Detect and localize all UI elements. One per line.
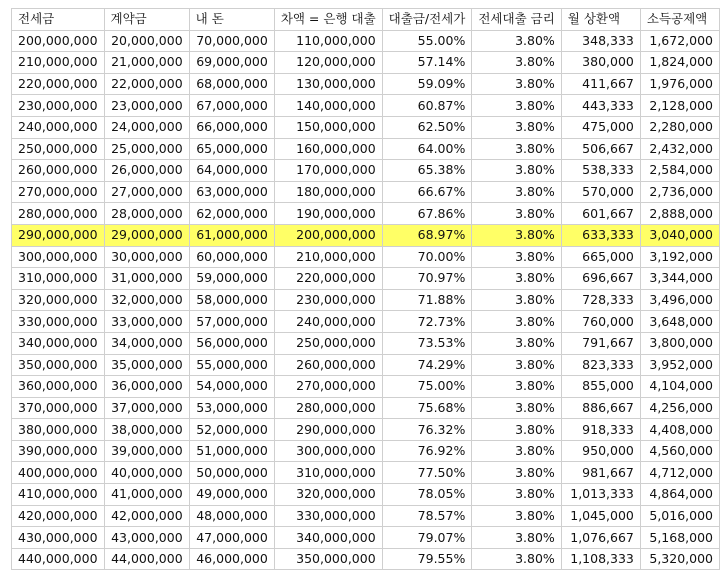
cell-bank-loan[interactable]: 240,000,000 [274,311,382,333]
cell-monthly-payment[interactable]: 1,076,667 [561,527,640,549]
header-cell-interest-rate[interactable]: 전세대출 금리 [472,9,561,31]
table-row [12,505,720,527]
cell-own-money[interactable]: 66,000,000 [189,116,274,138]
cell-loan-ratio[interactable]: 68.97% [382,224,472,246]
cell-jeonse-deposit[interactable]: 430,000,000 [12,527,105,549]
cell-loan-ratio[interactable]: 67.86% [382,203,472,225]
table-row [12,224,720,246]
cell-interest-rate[interactable]: 3.80% [472,52,561,74]
table-row [12,73,720,95]
cell-contract-deposit[interactable]: 36,000,000 [104,376,189,398]
cell-own-money[interactable]: 49,000,000 [189,484,274,506]
table-row [12,203,720,225]
cell-tax-deduction[interactable]: 4,560,000 [640,440,719,462]
cell-own-money[interactable]: 53,000,000 [189,397,274,419]
cell-contract-deposit[interactable]: 22,000,000 [104,73,189,95]
cell-loan-ratio[interactable]: 79.07% [382,527,472,549]
cell-contract-deposit[interactable]: 26,000,000 [104,160,189,182]
cell-bank-loan[interactable]: 230,000,000 [274,289,382,311]
cell-jeonse-deposit[interactable]: 410,000,000 [12,484,105,506]
cell-loan-ratio[interactable]: 72.73% [382,311,472,333]
cell-jeonse-deposit[interactable]: 260,000,000 [12,160,105,182]
cell-monthly-payment[interactable]: 1,108,333 [561,548,640,570]
cell-jeonse-deposit[interactable]: 280,000,000 [12,203,105,225]
cell-contract-deposit[interactable]: 39,000,000 [104,440,189,462]
header-cell-contract-deposit[interactable]: 계약금 [104,9,189,31]
table-row [12,30,720,52]
cell-tax-deduction[interactable]: 4,408,000 [640,419,719,441]
header-row [12,9,720,31]
cell-interest-rate[interactable]: 3.80% [472,419,561,441]
cell-bank-loan[interactable]: 290,000,000 [274,419,382,441]
cell-tax-deduction[interactable]: 2,888,000 [640,203,719,225]
cell-tax-deduction[interactable]: 4,864,000 [640,484,719,506]
cell-interest-rate[interactable]: 3.80% [472,505,561,527]
cell-loan-ratio[interactable]: 75.68% [382,397,472,419]
cell-interest-rate[interactable]: 3.80% [472,527,561,549]
cell-contract-deposit[interactable]: 44,000,000 [104,548,189,570]
cell-monthly-payment[interactable]: 348,333 [561,30,640,52]
cell-own-money[interactable]: 47,000,000 [189,527,274,549]
table-row [12,116,720,138]
cell-own-money[interactable]: 69,000,000 [189,52,274,74]
table-row [12,95,720,117]
cell-tax-deduction[interactable]: 1,672,000 [640,30,719,52]
cell-tax-deduction[interactable]: 5,168,000 [640,527,719,549]
cell-monthly-payment[interactable]: 981,667 [561,462,640,484]
table-row [12,268,720,290]
cell-own-money[interactable]: 57,000,000 [189,311,274,333]
cell-contract-deposit[interactable]: 34,000,000 [104,332,189,354]
cell-own-money[interactable]: 67,000,000 [189,95,274,117]
cell-contract-deposit[interactable]: 40,000,000 [104,462,189,484]
cell-bank-loan[interactable]: 140,000,000 [274,95,382,117]
cell-jeonse-deposit[interactable]: 440,000,000 [12,548,105,570]
cell-jeonse-deposit[interactable]: 340,000,000 [12,332,105,354]
cell-contract-deposit[interactable]: 24,000,000 [104,116,189,138]
cell-tax-deduction[interactable]: 3,800,000 [640,332,719,354]
table-row [12,397,720,419]
cell-bank-loan[interactable]: 130,000,000 [274,73,382,95]
table-row [12,548,720,570]
cell-contract-deposit[interactable]: 32,000,000 [104,289,189,311]
cell-loan-ratio[interactable]: 76.32% [382,419,472,441]
cell-loan-ratio[interactable]: 57.14% [382,52,472,74]
cell-loan-ratio[interactable]: 73.53% [382,332,472,354]
cell-jeonse-deposit[interactable]: 370,000,000 [12,397,105,419]
cell-bank-loan[interactable]: 280,000,000 [274,397,382,419]
cell-interest-rate[interactable]: 3.80% [472,160,561,182]
cell-loan-ratio[interactable]: 71.88% [382,289,472,311]
cell-interest-rate[interactable]: 3.80% [472,354,561,376]
cell-monthly-payment[interactable]: 380,000 [561,52,640,74]
table-row [12,52,720,74]
cell-monthly-payment[interactable]: 506,667 [561,138,640,160]
header-cell-own-money[interactable]: 내 돈 [189,9,274,31]
cell-contract-deposit[interactable]: 31,000,000 [104,268,189,290]
cell-monthly-payment[interactable]: 570,000 [561,181,640,203]
cell-bank-loan[interactable]: 350,000,000 [274,548,382,570]
cell-bank-loan[interactable]: 160,000,000 [274,138,382,160]
spreadsheet-table [11,8,720,570]
cell-contract-deposit[interactable]: 23,000,000 [104,95,189,117]
cell-contract-deposit[interactable]: 30,000,000 [104,246,189,268]
cell-own-money[interactable]: 70,000,000 [189,30,274,52]
cell-loan-ratio[interactable]: 59.09% [382,73,472,95]
cell-loan-ratio[interactable]: 79.55% [382,548,472,570]
cell-own-money[interactable]: 46,000,000 [189,548,274,570]
cell-monthly-payment[interactable]: 1,045,000 [561,505,640,527]
cell-loan-ratio[interactable]: 76.92% [382,440,472,462]
cell-contract-deposit[interactable]: 28,000,000 [104,203,189,225]
cell-interest-rate[interactable]: 3.80% [472,203,561,225]
cell-loan-ratio[interactable]: 74.29% [382,354,472,376]
cell-monthly-payment[interactable]: 633,333 [561,224,640,246]
cell-jeonse-deposit[interactable]: 290,000,000 [12,224,105,246]
cell-jeonse-deposit[interactable]: 420,000,000 [12,505,105,527]
cell-contract-deposit[interactable]: 25,000,000 [104,138,189,160]
cell-contract-deposit[interactable]: 29,000,000 [104,224,189,246]
cell-contract-deposit[interactable]: 38,000,000 [104,419,189,441]
cell-jeonse-deposit[interactable]: 250,000,000 [12,138,105,160]
cell-bank-loan[interactable]: 210,000,000 [274,246,382,268]
cell-monthly-payment[interactable]: 665,000 [561,246,640,268]
cell-interest-rate[interactable]: 3.80% [472,462,561,484]
cell-own-money[interactable]: 50,000,000 [189,462,274,484]
cell-tax-deduction[interactable]: 1,824,000 [640,52,719,74]
cell-tax-deduction[interactable]: 4,712,000 [640,462,719,484]
table-row [12,181,720,203]
cell-contract-deposit[interactable]: 21,000,000 [104,52,189,74]
cell-tax-deduction[interactable]: 5,016,000 [640,505,719,527]
cell-interest-rate[interactable]: 3.80% [472,311,561,333]
cell-interest-rate[interactable]: 3.80% [472,332,561,354]
cell-interest-rate[interactable]: 3.80% [472,224,561,246]
cell-interest-rate[interactable]: 3.80% [472,397,561,419]
table-row [12,160,720,182]
cell-loan-ratio[interactable]: 78.57% [382,505,472,527]
cell-bank-loan[interactable]: 300,000,000 [274,440,382,462]
cell-interest-rate[interactable]: 3.80% [472,548,561,570]
cell-jeonse-deposit[interactable]: 200,000,000 [12,30,105,52]
cell-contract-deposit[interactable]: 20,000,000 [104,30,189,52]
cell-interest-rate[interactable]: 3.80% [472,268,561,290]
cell-interest-rate[interactable]: 3.80% [472,181,561,203]
cell-monthly-payment[interactable]: 538,333 [561,160,640,182]
cell-loan-ratio[interactable]: 64.00% [382,138,472,160]
cell-bank-loan[interactable]: 340,000,000 [274,527,382,549]
cell-loan-ratio[interactable]: 75.00% [382,376,472,398]
cell-tax-deduction[interactable]: 5,320,000 [640,548,719,570]
table-row [12,440,720,462]
cell-loan-ratio[interactable]: 70.97% [382,268,472,290]
cell-jeonse-deposit[interactable]: 240,000,000 [12,116,105,138]
cell-own-money[interactable]: 62,000,000 [189,203,274,225]
cell-tax-deduction[interactable]: 3,344,000 [640,268,719,290]
cell-interest-rate[interactable]: 3.80% [472,30,561,52]
cell-monthly-payment[interactable]: 855,000 [561,376,640,398]
table-row [12,376,720,398]
table-row [12,138,720,160]
cell-monthly-payment[interactable]: 728,333 [561,289,640,311]
table-row [12,484,720,506]
cell-interest-rate[interactable]: 3.80% [472,440,561,462]
cell-tax-deduction[interactable]: 3,496,000 [640,289,719,311]
cell-contract-deposit[interactable]: 42,000,000 [104,505,189,527]
cell-jeonse-deposit[interactable]: 330,000,000 [12,311,105,333]
cell-loan-ratio[interactable]: 60.87% [382,95,472,117]
cell-monthly-payment[interactable]: 443,333 [561,95,640,117]
cell-tax-deduction[interactable]: 3,192,000 [640,246,719,268]
cell-own-money[interactable]: 52,000,000 [189,419,274,441]
cell-interest-rate[interactable]: 3.80% [472,289,561,311]
cell-monthly-payment[interactable]: 760,000 [561,311,640,333]
data-rows [12,30,720,570]
cell-monthly-payment[interactable]: 696,667 [561,268,640,290]
cell-bank-loan[interactable]: 220,000,000 [274,268,382,290]
cell-jeonse-deposit[interactable]: 380,000,000 [12,419,105,441]
cell-own-money[interactable]: 68,000,000 [189,73,274,95]
cell-own-money[interactable]: 56,000,000 [189,332,274,354]
cell-loan-ratio[interactable]: 65.38% [382,160,472,182]
cell-bank-loan[interactable]: 190,000,000 [274,203,382,225]
table-row [12,419,720,441]
cell-interest-rate[interactable]: 3.80% [472,73,561,95]
cell-bank-loan[interactable]: 330,000,000 [274,505,382,527]
header-cell-loan-ratio[interactable]: 대출금/전세가 [382,9,472,31]
header-cell-bank-loan[interactable]: 차액 = 은행 대출 [274,9,382,31]
cell-jeonse-deposit[interactable]: 230,000,000 [12,95,105,117]
cell-monthly-payment[interactable]: 411,667 [561,73,640,95]
cell-own-money[interactable]: 60,000,000 [189,246,274,268]
cell-tax-deduction[interactable]: 2,280,000 [640,116,719,138]
table-row [12,246,720,268]
header-cell-tax-deduction[interactable]: 소득공제액 [640,9,719,31]
cell-tax-deduction[interactable]: 2,736,000 [640,181,719,203]
cell-monthly-payment[interactable]: 791,667 [561,332,640,354]
cell-loan-ratio[interactable]: 77.50% [382,462,472,484]
cell-contract-deposit[interactable]: 43,000,000 [104,527,189,549]
cell-bank-loan[interactable]: 270,000,000 [274,376,382,398]
cell-interest-rate[interactable]: 3.80% [472,95,561,117]
cell-jeonse-deposit[interactable]: 300,000,000 [12,246,105,268]
cell-bank-loan[interactable]: 120,000,000 [274,52,382,74]
cell-own-money[interactable]: 64,000,000 [189,160,274,182]
cell-contract-deposit[interactable]: 35,000,000 [104,354,189,376]
cell-own-money[interactable]: 54,000,000 [189,376,274,398]
cell-monthly-payment[interactable]: 886,667 [561,397,640,419]
cell-jeonse-deposit[interactable]: 360,000,000 [12,376,105,398]
cell-contract-deposit[interactable]: 27,000,000 [104,181,189,203]
cell-bank-loan[interactable]: 170,000,000 [274,160,382,182]
cell-own-money[interactable]: 48,000,000 [189,505,274,527]
header-row-group [12,9,720,31]
cell-own-money[interactable]: 55,000,000 [189,354,274,376]
cell-loan-ratio[interactable]: 70.00% [382,246,472,268]
cell-interest-rate[interactable]: 3.80% [472,116,561,138]
cell-interest-rate[interactable]: 3.80% [472,138,561,160]
cell-tax-deduction[interactable]: 2,128,000 [640,95,719,117]
cell-bank-loan[interactable]: 320,000,000 [274,484,382,506]
cell-own-money[interactable]: 59,000,000 [189,268,274,290]
cell-monthly-payment[interactable]: 823,333 [561,354,640,376]
cell-tax-deduction[interactable]: 2,584,000 [640,160,719,182]
cell-jeonse-deposit[interactable]: 310,000,000 [12,268,105,290]
cell-bank-loan[interactable]: 200,000,000 [274,224,382,246]
cell-monthly-payment[interactable]: 1,013,333 [561,484,640,506]
header-cell-jeonse-deposit[interactable]: 전세금 [12,9,105,31]
cell-jeonse-deposit[interactable]: 220,000,000 [12,73,105,95]
cell-jeonse-deposit[interactable]: 350,000,000 [12,354,105,376]
table-row [12,354,720,376]
table-row [12,462,720,484]
cell-monthly-payment[interactable]: 950,000 [561,440,640,462]
cell-bank-loan[interactable]: 180,000,000 [274,181,382,203]
cell-tax-deduction[interactable]: 3,952,000 [640,354,719,376]
cell-own-money[interactable]: 63,000,000 [189,181,274,203]
cell-monthly-payment[interactable]: 475,000 [561,116,640,138]
cell-bank-loan[interactable]: 310,000,000 [274,462,382,484]
cell-own-money[interactable]: 51,000,000 [189,440,274,462]
table-row [12,527,720,549]
cell-tax-deduction[interactable]: 4,256,000 [640,397,719,419]
cell-loan-ratio[interactable]: 62.50% [382,116,472,138]
cell-bank-loan[interactable]: 110,000,000 [274,30,382,52]
cell-jeonse-deposit[interactable]: 390,000,000 [12,440,105,462]
cell-bank-loan[interactable]: 150,000,000 [274,116,382,138]
cell-contract-deposit[interactable]: 41,000,000 [104,484,189,506]
cell-contract-deposit[interactable]: 37,000,000 [104,397,189,419]
cell-jeonse-deposit[interactable]: 270,000,000 [12,181,105,203]
cell-loan-ratio[interactable]: 55.00% [382,30,472,52]
table-row [12,289,720,311]
cell-loan-ratio[interactable]: 78.05% [382,484,472,506]
cell-tax-deduction[interactable]: 2,432,000 [640,138,719,160]
cell-tax-deduction[interactable]: 3,040,000 [640,224,719,246]
cell-tax-deduction[interactable]: 1,976,000 [640,73,719,95]
cell-interest-rate[interactable]: 3.80% [472,246,561,268]
cell-monthly-payment[interactable]: 601,667 [561,203,640,225]
cell-contract-deposit[interactable]: 33,000,000 [104,311,189,333]
cell-tax-deduction[interactable]: 3,648,000 [640,311,719,333]
cell-bank-loan[interactable]: 260,000,000 [274,354,382,376]
cell-own-money[interactable]: 65,000,000 [189,138,274,160]
cell-own-money[interactable]: 58,000,000 [189,289,274,311]
cell-jeonse-deposit[interactable]: 320,000,000 [12,289,105,311]
header-cell-monthly-payment[interactable]: 월 상환액 [561,9,640,31]
cell-own-money[interactable]: 61,000,000 [189,224,274,246]
cell-jeonse-deposit[interactable]: 210,000,000 [12,52,105,74]
cell-jeonse-deposit[interactable]: 400,000,000 [12,462,105,484]
cell-monthly-payment[interactable]: 918,333 [561,419,640,441]
cell-interest-rate[interactable]: 3.80% [472,484,561,506]
cell-bank-loan[interactable]: 250,000,000 [274,332,382,354]
cell-tax-deduction[interactable]: 4,104,000 [640,376,719,398]
cell-loan-ratio[interactable]: 66.67% [382,181,472,203]
cell-interest-rate[interactable]: 3.80% [472,376,561,398]
table-row [12,332,720,354]
table-row [12,311,720,333]
